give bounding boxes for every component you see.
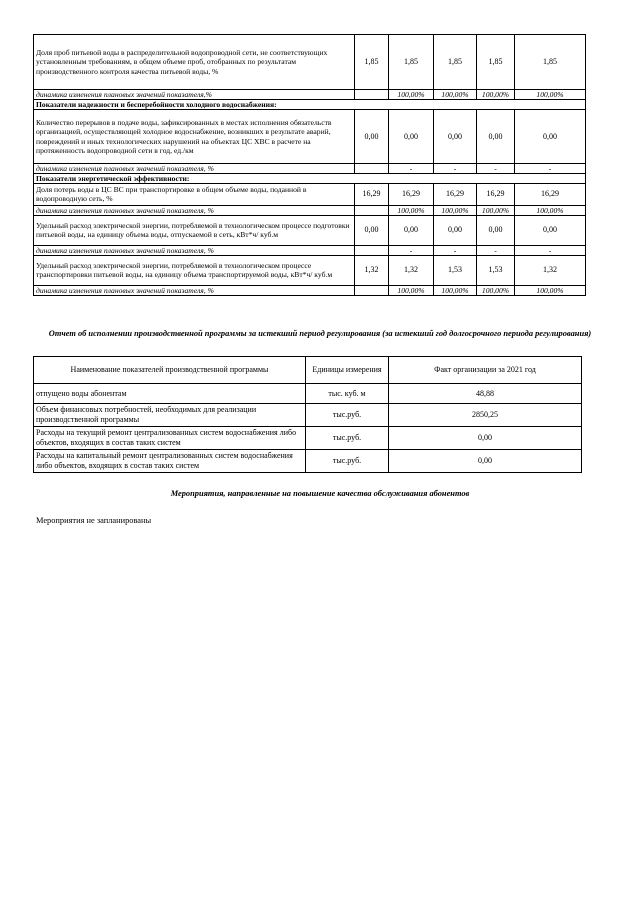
indicator-row [34, 35, 586, 90]
value-cell: 100,00% [515, 90, 586, 100]
value-cell: 1,32 [389, 255, 434, 285]
value-cell: - [477, 164, 515, 174]
value-cell: - [389, 245, 434, 255]
value-cell: - [515, 164, 586, 174]
indicator-name: отпущено воды абонентам [34, 384, 306, 404]
value-cell: 16,29 [515, 184, 586, 206]
indicator-row [34, 110, 586, 164]
fact-cell: 0,00 [389, 450, 582, 473]
fact-cell: 2850,25 [389, 404, 582, 427]
column-header: Наименование показателей производственной программы [34, 357, 306, 384]
dynamics-row [34, 245, 586, 255]
indicator-name: Расходы на капитальный ремонт централизованных систем водоснабжения либо объектов, входящих в состав таких систем [34, 450, 306, 473]
value-cell [355, 285, 389, 295]
value-cell: 100,00% [389, 205, 434, 215]
dynamics-row [34, 90, 586, 100]
table-row [34, 427, 582, 450]
row-label: Удельный расход электрической энергии, потребляемой в технологическом процессе подготовки питьевой воды, на единицу объема воды, отпускаемой в сеть, кВт*ч/ куб.м [34, 215, 355, 245]
section-row [34, 174, 586, 184]
value-cell: 100,00% [477, 90, 515, 100]
value-cell: 16,29 [434, 184, 477, 206]
value-cell: - [434, 245, 477, 255]
row-label: Показатели энергетической эффективности: [34, 174, 586, 184]
row-label: Удельный расход электрической энергии, потребляемой в технологическом процессе транспортировки питьевой воды, на единицу объема транспортируемой воды, кВт*ч/ куб.м [34, 255, 355, 285]
value-cell: 100,00% [434, 205, 477, 215]
value-cell [355, 205, 389, 215]
row-label: Доля потерь воды в ЦС ВС при транспортировке в общем объеме воды, поданной в водопроводную сеть, % [34, 184, 355, 206]
value-cell: 0,00 [477, 110, 515, 164]
value-cell: 0,00 [389, 215, 434, 245]
indicator-row [34, 215, 586, 245]
row-label: динамика изменения плановых значений показателя, % [34, 245, 355, 255]
row-label: Количество перерывов в подаче воды, зафиксированных в местах исполнения обязательств организацией, осуществляющей холодное водоснабжение, возникших в результате аварий, повреждений и иных технологических нарушений на объектах ЦС ХВС в расчете на протяженность водопроводной сети в год, ед./км [34, 110, 355, 164]
value-cell: 100,00% [389, 90, 434, 100]
fact-cell: 48,88 [389, 384, 582, 404]
unit-cell: тыс.руб. [306, 427, 389, 450]
measures-title: Мероприятия, направленные на повышение качества обслуживания абонентов [170, 489, 470, 498]
value-cell: 100,00% [477, 205, 515, 215]
row-label: Показатели надежности и бесперебойности холодного водоснабжения: [34, 100, 586, 110]
value-cell: 100,00% [515, 285, 586, 295]
report-title: Отчет об исполнении производственной программы за истекший период регулирования (за истекший год долгосрочного периода регулирования) [48, 329, 592, 338]
indicator-name: Расходы на текущий ремонт централизованных систем водоснабжения либо объектов, входящих в состав таких систем [34, 427, 306, 450]
indicator-row [34, 184, 586, 206]
value-cell: 1,32 [355, 255, 389, 285]
indicator-row [34, 255, 586, 285]
value-cell: 100,00% [434, 285, 477, 295]
dynamics-row [34, 164, 586, 174]
value-cell: - [434, 164, 477, 174]
value-cell [355, 164, 389, 174]
unit-cell: тыс.руб. [306, 450, 389, 473]
value-cell: 0,00 [515, 110, 586, 164]
value-cell [355, 245, 389, 255]
value-cell: 16,29 [355, 184, 389, 206]
row-label: динамика изменения плановых значений показателя,% [34, 90, 355, 100]
value-cell: 0,00 [434, 110, 477, 164]
value-cell: 1,53 [477, 255, 515, 285]
indicators-table [33, 34, 586, 296]
table-row [34, 450, 582, 473]
value-cell: 1,32 [515, 255, 586, 285]
table-row [34, 384, 582, 404]
unit-cell: тыс. куб. м [306, 384, 389, 404]
header-row [34, 357, 582, 384]
value-cell: 1,85 [515, 35, 586, 90]
table-row [34, 404, 582, 427]
fact-cell: 0,00 [389, 427, 582, 450]
value-cell: 1,85 [434, 35, 477, 90]
measures-text: Мероприятия не запланированы [36, 516, 152, 525]
value-cell: 100,00% [515, 205, 586, 215]
value-cell: 1,85 [389, 35, 434, 90]
report-table [33, 356, 582, 473]
value-cell: 1,85 [477, 35, 515, 90]
column-header: Факт организации за 2021 год [389, 357, 582, 384]
value-cell: - [477, 245, 515, 255]
value-cell: - [515, 245, 586, 255]
value-cell: 0,00 [477, 215, 515, 245]
value-cell: - [389, 164, 434, 174]
row-label: динамика изменения плановых значений показателя, % [34, 205, 355, 215]
value-cell: 0,00 [434, 215, 477, 245]
value-cell: 0,00 [515, 215, 586, 245]
value-cell: 0,00 [355, 110, 389, 164]
dynamics-row [34, 205, 586, 215]
indicator-name: Объем финансовых потребностей, необходимых для реализации производственной программы [34, 404, 306, 427]
value-cell: 100,00% [434, 90, 477, 100]
column-header: Единицы измерения [306, 357, 389, 384]
row-label: динамика изменения плановых значений показателя, % [34, 164, 355, 174]
value-cell: 16,29 [389, 184, 434, 206]
value-cell: 1,85 [355, 35, 389, 90]
row-label: Доля проб питьевой воды в распределительной водопроводной сети, не соответствующих установленным требованиям, в общем объеме проб, отобранных по результатам производственного контроля качества питьевой воды, % [34, 35, 355, 90]
value-cell: 100,00% [477, 285, 515, 295]
value-cell: 16,29 [477, 184, 515, 206]
value-cell: 0,00 [389, 110, 434, 164]
value-cell: 100,00% [389, 285, 434, 295]
value-cell: 1,53 [434, 255, 477, 285]
dynamics-row [34, 285, 586, 295]
section-row [34, 100, 586, 110]
row-label: динамика изменения плановых значений показателя, % [34, 285, 355, 295]
value-cell: 0,00 [355, 215, 389, 245]
unit-cell: тыс.руб. [306, 404, 389, 427]
value-cell [355, 90, 389, 100]
